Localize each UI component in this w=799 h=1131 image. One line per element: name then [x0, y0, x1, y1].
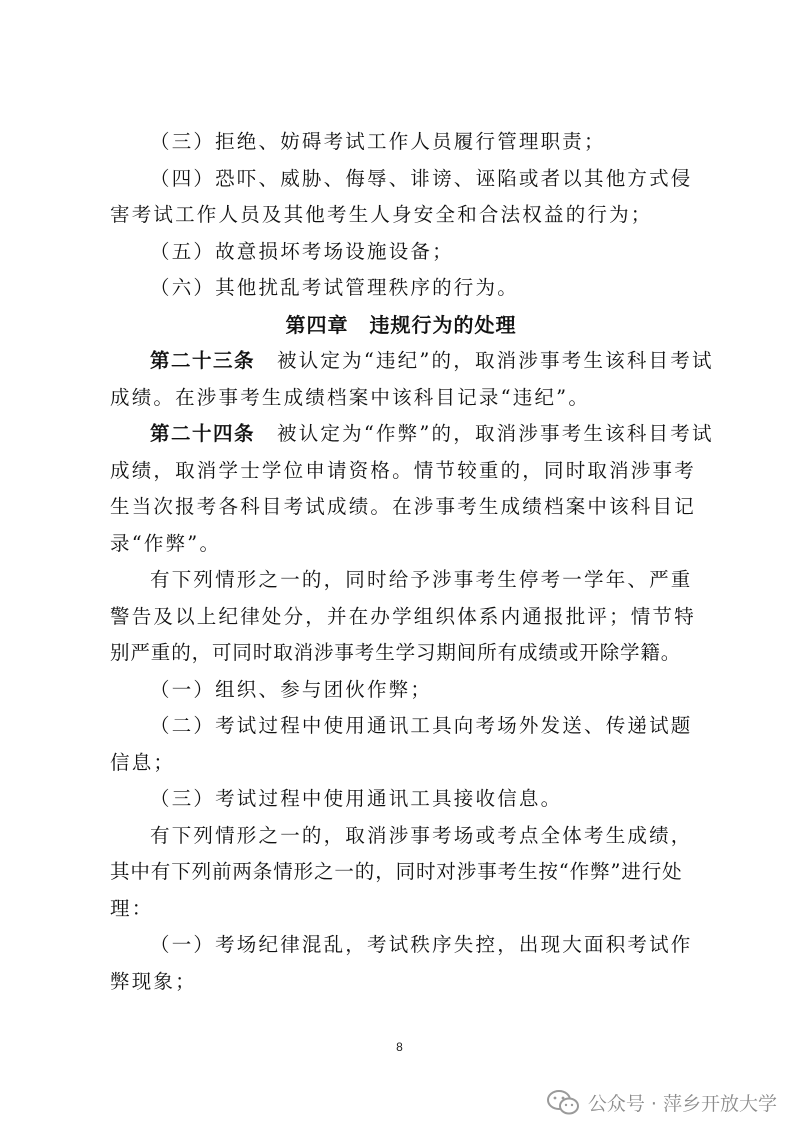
article-23-text: 被认定为“违纪”的，取消涉事考生该科目考试	[277, 349, 714, 372]
article-24-line	[110, 416, 714, 453]
text-line: 有下列情形之一的，取消涉事考场或考点全体考生成绩，	[150, 823, 693, 847]
text-line: （五）故意损坏考场设施设备；	[150, 239, 454, 263]
text-line: 别严重的，可同时取消涉事考生学习期间所有成绩或开除学籍。	[110, 641, 682, 664]
article-23-label: 第二十三条	[150, 349, 256, 372]
text-line: （六）其他扰乱考试管理秩序的行为。	[150, 276, 519, 299]
text-line: 理：	[110, 896, 154, 920]
text-line: 录“作弊”。	[110, 531, 222, 555]
text-line: （一）组织、参与团伙作弊；	[150, 677, 433, 701]
text-line: （二）考试过程中使用通讯工具向考场外发送、传递试题	[150, 714, 693, 737]
text-line: 有下列情形之一的，同时给予涉事考生停考一学年、严重	[150, 568, 693, 591]
article-24-label: 第二十四条	[150, 422, 256, 445]
page-number: 8	[396, 1040, 403, 1054]
text-line: （三）考试过程中使用通讯工具接收信息。	[150, 787, 563, 810]
text-line: （四）恐吓、威胁、侮辱、诽谤、诬陷或者以其他方式侵	[150, 166, 693, 190]
watermark-text: 公众号 · 萍乡开放大学	[587, 1092, 777, 1115]
chapter-heading: 第四章 违规行为的处理	[285, 312, 517, 337]
text-line: 生当次报考各科目考试成绩。在涉事考生成绩档案中该科目记	[110, 495, 696, 518]
text-line: 害考试工作人员及其他考生人身安全和合法权益的行为；	[110, 203, 653, 226]
text-line: 信息；	[110, 750, 176, 774]
text-line: 警告及以上纪律处分，并在办学组织体系内通报批评；情节特	[110, 604, 696, 628]
document-body	[110, 124, 714, 1000]
article-23-line	[110, 343, 714, 380]
text-line: 其中有下列前两条情形之一的，同时对涉事考生按“作弊”进行处	[110, 860, 683, 883]
text-line: （一）考场纪律混乱，考试秩序失控，出现大面积考试作	[150, 933, 693, 956]
article-24-text: 被认定为“作弊”的，取消涉事考生该科目考试	[277, 422, 714, 445]
watermark	[546, 1087, 777, 1117]
text-line: 成绩，取消学士学位申请资格。情节较重的，同时取消涉事考	[110, 458, 696, 482]
text-line: 弊现象；	[110, 969, 197, 993]
wechat-icon	[546, 1089, 580, 1115]
text-line: （三）拒绝、妨碍考试工作人员履行管理职责；	[150, 130, 606, 153]
text-line: 成绩。在涉事考生成绩档案中该科目记录“违纪”。	[110, 385, 591, 409]
